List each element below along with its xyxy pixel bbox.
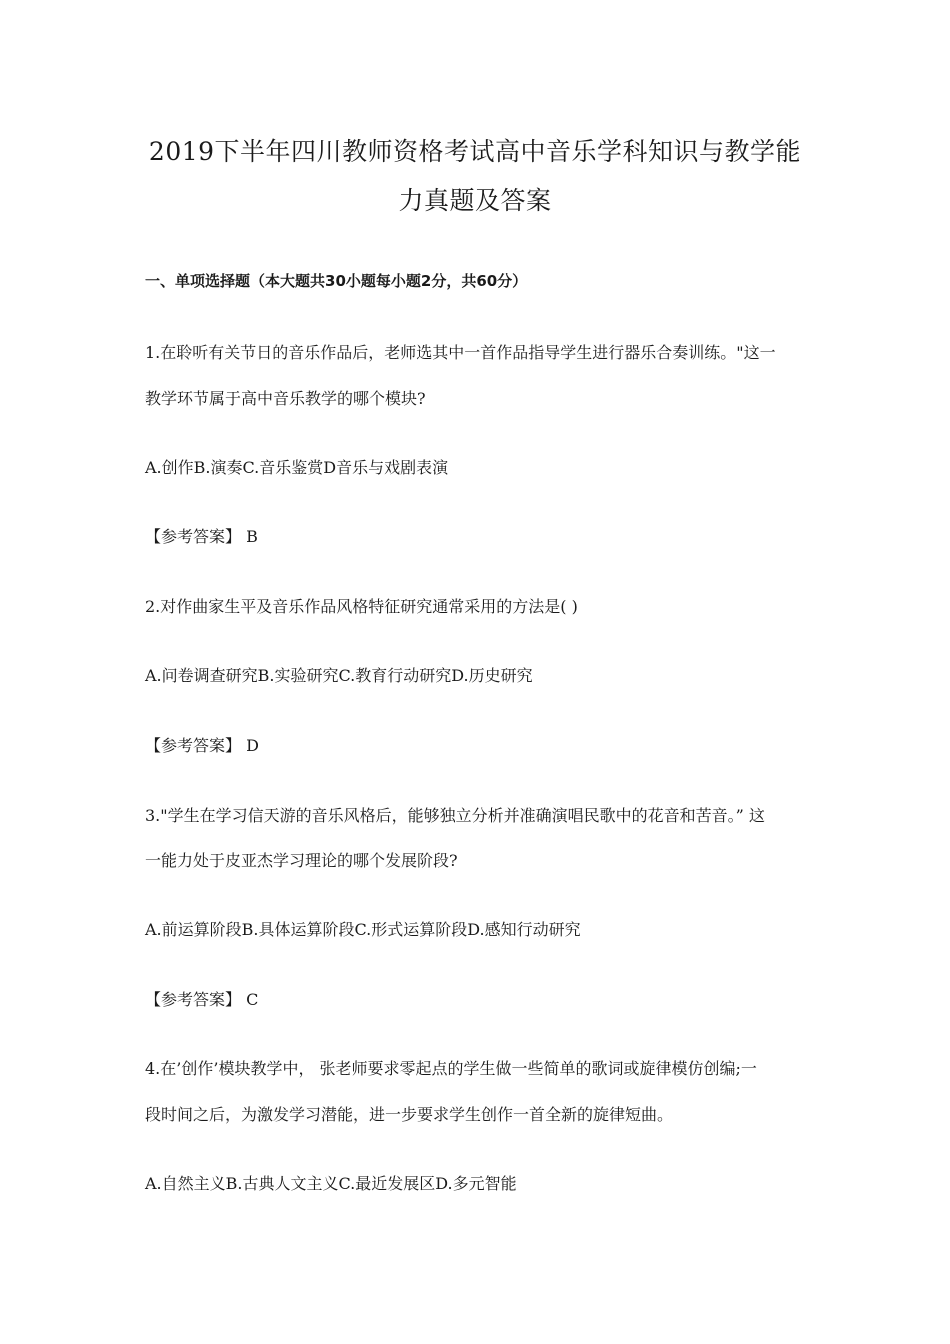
question-4-options: A.自然主义B.古典人文主义C.最近发展区D.多元智能 [145,1174,517,1193]
question-1-stem-line-2: 教学环节属于高中音乐教学的哪个模块? [145,389,426,408]
question-2-options: A.问卷调查研究B.实验研究C.教育行动研究D.历史研究 [145,666,533,685]
question-4-stem-line-2: 段时间之后，为激发学习潜能，进一步要求学生创作一首全新的旋律短曲。 [145,1105,674,1124]
section-heading: 一、单项选择题（本大题共30小题每小题2分，共60分） [145,272,528,290]
question-1-answer: 【参考答案】 B [145,527,258,546]
question-1-stem-line-1: 1.在聆听有关节日的音乐作品后，老师选其中一首作品指导学生进行器乐合奏训练。"这一 [145,343,776,362]
question-3-options: A.前运算阶段B.具体运算阶段C.形式运算阶段D.感知行动研究 [145,920,581,939]
question-4-stem-line-1: 4.在’创作’模块教学中， 张老师要求零起点的学生做一些简单的歌词或旋律模仿创编;一 [145,1059,757,1078]
question-2-answer: 【参考答案】 D [145,736,259,755]
question-3-stem-line-2: 一能力处于皮亚杰学习理论的哪个发展阶段? [145,851,458,870]
question-3-answer: 【参考答案】 C [145,990,259,1009]
question-3-stem-line-1: 3."学生在学习信天游的音乐风格后，能够独立分析并准确演唱民歌中的花音和苦音。” 这 [145,806,765,825]
document-title-line-2: 力真题及答案 [398,186,552,215]
document-title-line-1: 2019下半年四川教师资格考试高中音乐学科知识与教学能 [148,137,802,166]
question-2-stem-line-1: 2.对作曲家生平及音乐作品风格特征研究通常采用的方法是( ) [145,597,578,616]
question-1-options: A.创作B.演奏C.音乐鉴赏D音乐与戏剧表演 [145,458,449,477]
